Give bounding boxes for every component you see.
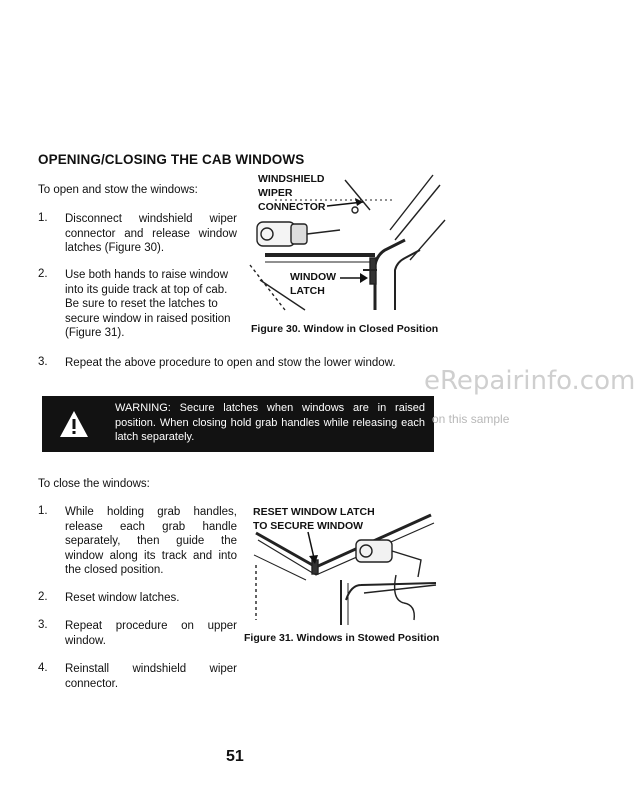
close-step-3-number: 3.: [38, 619, 48, 631]
figure-30-wiper-callout: [258, 172, 325, 214]
close-step-2-text: Reset window latches.: [65, 592, 180, 604]
warning-text: WARNING: Secure latches when windows are in raised position. When closing hold grab handles while releasing each latch separately.: [115, 402, 425, 443]
callout-line: LATCH: [290, 285, 325, 297]
figure-31-caption: Figure 31. Windows in Stowed Position: [244, 632, 440, 644]
open-step-2-text: Use both hands to raise window into its guide track at top of cab. Be sure to reset the latches to secure window in raised position (Figure 31).: [65, 269, 231, 340]
arrow-icon: [300, 530, 324, 566]
warning-box: [42, 396, 434, 452]
callout-line: WIPER: [258, 187, 293, 199]
open-intro: To open and stow the windows:: [38, 184, 198, 196]
warning-triangle-icon: [58, 409, 90, 439]
close-step-3-text: Repeat procedure on upper window.: [65, 620, 237, 647]
open-step-1-text: Disconnect windshield wiper connector and release window latches (Figure 30).: [65, 213, 237, 255]
close-step-4-number: 4.: [38, 662, 48, 674]
figure-30-caption: Figure 30. Window in Closed Position: [251, 323, 439, 335]
page-number: 51: [226, 748, 244, 765]
callout-line: RESET WINDOW LATCH: [253, 506, 375, 518]
close-step-1-text: While holding grab handles, release each grab handle separately, then guide the window along its track and into the closed position.: [65, 506, 237, 577]
callout-line: TO SECURE WINDOW: [253, 520, 364, 532]
open-step-3-number: 3.: [38, 356, 48, 368]
figure-31-callout: [253, 505, 375, 533]
close-step-1-number: 1.: [38, 505, 48, 517]
close-intro: To close the windows:: [38, 478, 150, 490]
open-step-3-text: Repeat the above procedure to open and stow the lower window.: [65, 357, 396, 369]
callout-line: CONNECTOR: [258, 201, 326, 213]
figure-30-latch-callout: [290, 270, 336, 298]
watermark: eRepairinfo.com: [424, 366, 635, 396]
section-title: OPENING/CLOSING THE CAB WINDOWS: [38, 152, 305, 167]
callout-line: WINDSHIELD: [258, 173, 325, 185]
arrow-icon: [325, 194, 375, 214]
callout-line: WINDOW: [290, 271, 337, 283]
open-step-1-number: 1.: [38, 212, 48, 224]
close-step-4-text: Reinstall windshield wiper connector.: [65, 663, 237, 690]
open-step-2-number: 2.: [38, 268, 48, 280]
watermark-sub: on this sample: [432, 412, 510, 426]
arrow-icon: [338, 270, 372, 286]
close-step-2-number: 2.: [38, 591, 48, 603]
